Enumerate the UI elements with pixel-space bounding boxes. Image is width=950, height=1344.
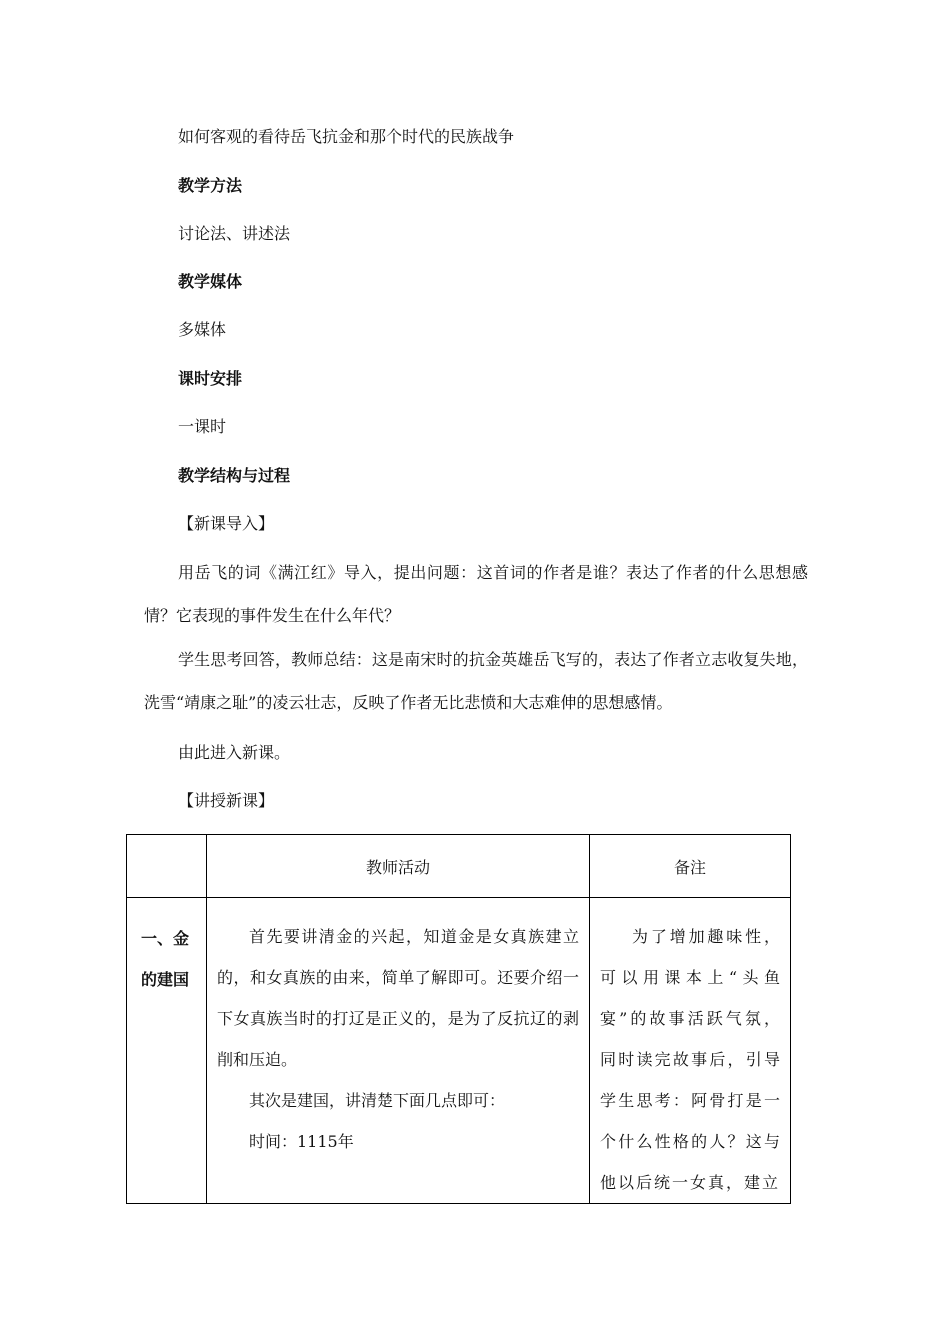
- media-text: 多媒体: [178, 320, 227, 339]
- header-teacher-activity: 教师活动: [207, 835, 590, 898]
- activity-paragraph-2: 其次是建国，讲清楚下面几点即可：: [249, 1091, 506, 1110]
- activity-paragraph-1: 首先要讲清金的兴起，知道金是女真族建立的，和女真族的由来，简单了解即可。还要介绍一下女真族当时的打辽是正义的，是为了反抗辽的剥削和压迫。: [217, 927, 579, 1069]
- media-heading: 教学媒体: [178, 272, 243, 291]
- activity-paragraph-3: 时间：1115年: [249, 1132, 354, 1151]
- note-cell: [590, 898, 791, 1204]
- intro-paragraph-2: 学生思考回答，教师总结：这是南宋时的抗金英雄岳飞写的，表达了作者立志收复失地，洗雪“靖康之耻”的凌云壮志，反映了作者无比悲愤和大志难伸的思想感情。: [144, 650, 808, 712]
- structure-heading: 教学结构与过程: [178, 466, 291, 485]
- table-header-row: [127, 835, 791, 898]
- schedule-heading: 课时安排: [178, 369, 243, 388]
- table-row: [127, 898, 791, 1204]
- lesson-table: [126, 834, 791, 1204]
- new-lesson-intro-heading: 【新课导入】: [178, 514, 275, 533]
- method-heading: 教学方法: [178, 176, 243, 195]
- schedule-text: 一课时: [178, 417, 227, 436]
- teaching-heading: 【讲授新课】: [178, 791, 275, 810]
- activity-cell: [207, 898, 590, 1204]
- teaching-goal-line: 如何客观的看待岳飞抗金和那个时代的民族战争: [178, 127, 515, 146]
- topic-line-1: 一、金: [141, 929, 190, 948]
- header-empty-cell: [127, 835, 207, 898]
- topic-line-2: 的建国: [141, 970, 190, 989]
- intro-paragraph-3: 由此进入新课。: [178, 743, 291, 762]
- header-notes: 备注: [590, 835, 791, 898]
- topic-cell: [127, 898, 207, 1204]
- method-text: 讨论法、讲述法: [178, 224, 291, 243]
- intro-paragraph-1: 用岳飞的词《满江红》导入，提出问题：这首词的作者是谁？表达了作者的什么思想感情？它表现的事件发生在什么年代？: [144, 563, 808, 625]
- note-paragraph: 为了增加趣味性，可以用课本上“头鱼宴”的故事活跃气氛，同时读完故事后，引导学生思考：阿骨打是一个什么性格的人？这与他以后统一女真，建立: [600, 927, 782, 1192]
